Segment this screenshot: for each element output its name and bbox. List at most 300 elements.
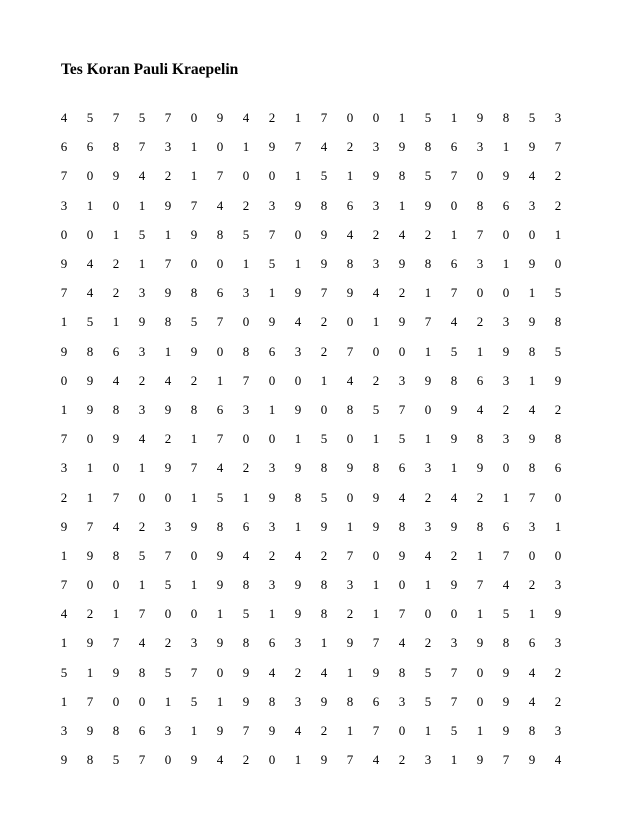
number-cell: 0 — [164, 606, 172, 622]
number-cell: 9 — [398, 139, 406, 155]
number-cell: 9 — [424, 197, 432, 213]
number-cell: 9 — [320, 226, 328, 242]
number-cell: 1 — [60, 635, 68, 651]
number-cell: 8 — [398, 518, 406, 534]
number-cell: 0 — [450, 606, 458, 622]
number-cell: 3 — [294, 635, 302, 651]
number-cell: 1 — [476, 547, 484, 563]
number-cell: 1 — [346, 518, 354, 534]
number-cell: 1 — [372, 606, 380, 622]
number-cell: 2 — [450, 547, 458, 563]
number-cell: 1 — [554, 226, 562, 242]
number-row — [51, 541, 571, 570]
number-cell: 3 — [60, 723, 68, 739]
number-cell: 3 — [502, 431, 510, 447]
number-cell: 0 — [112, 577, 120, 593]
number-cell: 3 — [268, 197, 276, 213]
number-cell: 4 — [216, 752, 224, 768]
number-cell: 2 — [242, 752, 250, 768]
number-cell: 8 — [528, 723, 536, 739]
number-cell: 0 — [60, 226, 68, 242]
number-cell: 0 — [190, 256, 198, 272]
number-cell: 0 — [294, 372, 302, 388]
number-cell: 1 — [190, 723, 198, 739]
number-cell: 1 — [502, 489, 510, 505]
number-cell: 5 — [242, 226, 250, 242]
number-cell: 9 — [112, 168, 120, 184]
number-cell: 6 — [476, 372, 484, 388]
number-cell: 0 — [216, 139, 224, 155]
number-cell: 1 — [190, 431, 198, 447]
number-cell: 7 — [60, 577, 68, 593]
number-cell: 8 — [554, 314, 562, 330]
number-cell: 9 — [268, 489, 276, 505]
number-cell: 1 — [320, 372, 328, 388]
number-cell: 8 — [502, 635, 510, 651]
number-cell: 2 — [138, 372, 146, 388]
number-cell: 4 — [164, 372, 172, 388]
number-cell: 2 — [554, 664, 562, 680]
number-cell: 9 — [502, 168, 510, 184]
number-cell: 0 — [86, 431, 94, 447]
number-cell: 7 — [60, 431, 68, 447]
number-cell: 0 — [216, 256, 224, 272]
number-cell: 9 — [476, 635, 484, 651]
number-cell: 2 — [190, 372, 198, 388]
number-cell: 4 — [450, 489, 458, 505]
number-cell: 8 — [112, 139, 120, 155]
number-cell: 9 — [398, 314, 406, 330]
number-row — [51, 628, 571, 657]
number-cell: 9 — [554, 372, 562, 388]
number-cell: 0 — [398, 577, 406, 593]
number-cell: 0 — [320, 401, 328, 417]
number-row — [51, 482, 571, 511]
number-cell: 9 — [112, 431, 120, 447]
number-cell: 9 — [346, 285, 354, 301]
number-cell: 4 — [242, 110, 250, 126]
number-cell: 2 — [346, 606, 354, 622]
number-cell: 5 — [320, 168, 328, 184]
number-cell: 8 — [528, 343, 536, 359]
number-row — [51, 220, 571, 249]
number-cell: 5 — [320, 489, 328, 505]
number-cell: 4 — [528, 693, 536, 709]
number-cell: 3 — [372, 197, 380, 213]
number-cell: 5 — [424, 168, 432, 184]
number-cell: 0 — [216, 664, 224, 680]
number-cell: 0 — [242, 168, 250, 184]
number-cell: 4 — [60, 110, 68, 126]
number-cell: 8 — [268, 693, 276, 709]
number-cell: 9 — [190, 752, 198, 768]
number-row — [51, 658, 571, 687]
number-cell: 7 — [190, 460, 198, 476]
number-cell: 9 — [164, 197, 172, 213]
number-cell: 2 — [346, 139, 354, 155]
number-row — [51, 570, 571, 599]
number-cell: 3 — [424, 460, 432, 476]
number-cell: 2 — [294, 664, 302, 680]
number-cell: 0 — [268, 168, 276, 184]
number-cell: 4 — [320, 139, 328, 155]
number-cell: 1 — [86, 664, 94, 680]
number-cell: 2 — [242, 197, 250, 213]
number-cell: 0 — [164, 489, 172, 505]
number-cell: 7 — [138, 139, 146, 155]
number-cell: 5 — [190, 693, 198, 709]
number-cell: 6 — [502, 518, 510, 534]
number-cell: 3 — [476, 256, 484, 272]
number-cell: 9 — [60, 343, 68, 359]
number-cell: 9 — [476, 460, 484, 476]
number-cell: 8 — [450, 372, 458, 388]
number-cell: 6 — [450, 139, 458, 155]
number-cell: 8 — [502, 110, 510, 126]
number-cell: 9 — [294, 460, 302, 476]
number-cell: 2 — [398, 752, 406, 768]
number-row — [51, 278, 571, 307]
number-cell: 7 — [242, 372, 250, 388]
number-cell: 5 — [554, 343, 562, 359]
number-cell: 0 — [450, 197, 458, 213]
number-cell: 1 — [60, 693, 68, 709]
number-cell: 3 — [164, 139, 172, 155]
number-cell: 1 — [294, 752, 302, 768]
number-cell: 3 — [528, 518, 536, 534]
number-cell: 1 — [372, 431, 380, 447]
number-cell: 5 — [554, 285, 562, 301]
number-cell: 8 — [346, 256, 354, 272]
number-cell: 9 — [164, 285, 172, 301]
number-cell: 9 — [268, 723, 276, 739]
number-cell: 7 — [112, 110, 120, 126]
number-cell: 7 — [346, 752, 354, 768]
number-cell: 7 — [294, 139, 302, 155]
number-cell: 4 — [320, 664, 328, 680]
number-cell: 1 — [424, 343, 432, 359]
number-cell: 0 — [502, 226, 510, 242]
number-row — [51, 249, 571, 278]
number-cell: 1 — [242, 139, 250, 155]
number-cell: 1 — [216, 693, 224, 709]
number-row — [51, 745, 571, 774]
number-cell: 4 — [398, 489, 406, 505]
number-cell: 3 — [554, 723, 562, 739]
number-cell: 7 — [268, 226, 276, 242]
number-cell: 9 — [320, 256, 328, 272]
number-cell: 4 — [112, 518, 120, 534]
number-cell: 4 — [528, 401, 536, 417]
number-row — [51, 424, 571, 453]
number-cell: 7 — [346, 547, 354, 563]
number-cell: 2 — [554, 401, 562, 417]
number-cell: 9 — [554, 606, 562, 622]
number-cell: 2 — [398, 285, 406, 301]
number-cell: 7 — [86, 693, 94, 709]
number-cell: 2 — [424, 635, 432, 651]
number-cell: 8 — [476, 518, 484, 534]
number-cell: 2 — [112, 256, 120, 272]
number-cell: 7 — [476, 577, 484, 593]
number-cell: 1 — [216, 372, 224, 388]
number-cell: 3 — [242, 401, 250, 417]
number-cell: 9 — [450, 518, 458, 534]
number-cell: 1 — [60, 401, 68, 417]
number-row — [51, 191, 571, 220]
number-cell: 0 — [190, 110, 198, 126]
number-cell: 2 — [320, 547, 328, 563]
number-cell: 1 — [346, 723, 354, 739]
number-cell: 1 — [112, 314, 120, 330]
number-cell: 7 — [60, 168, 68, 184]
number-cell: 0 — [112, 693, 120, 709]
number-cell: 5 — [450, 343, 458, 359]
number-cell: 1 — [294, 431, 302, 447]
number-cell: 7 — [398, 606, 406, 622]
number-cell: 0 — [190, 547, 198, 563]
number-cell: 2 — [554, 197, 562, 213]
number-cell: 9 — [294, 285, 302, 301]
number-cell: 9 — [60, 256, 68, 272]
number-cell: 1 — [86, 197, 94, 213]
number-row — [51, 599, 571, 628]
number-cell: 0 — [60, 372, 68, 388]
number-cell: 5 — [138, 547, 146, 563]
number-cell: 9 — [476, 110, 484, 126]
number-cell: 4 — [398, 226, 406, 242]
number-cell: 4 — [216, 460, 224, 476]
number-cell: 9 — [502, 693, 510, 709]
number-cell: 9 — [60, 752, 68, 768]
number-cell: 9 — [502, 723, 510, 739]
number-cell: 0 — [346, 314, 354, 330]
number-cell: 3 — [372, 256, 380, 272]
number-cell: 5 — [164, 577, 172, 593]
number-cell: 9 — [190, 518, 198, 534]
number-cell: 5 — [450, 723, 458, 739]
number-cell: 9 — [268, 139, 276, 155]
number-cell: 0 — [268, 752, 276, 768]
number-cell: 9 — [372, 664, 380, 680]
number-cell: 8 — [242, 343, 250, 359]
number-cell: 1 — [450, 110, 458, 126]
number-cell: 1 — [398, 110, 406, 126]
number-cell: 1 — [164, 226, 172, 242]
number-cell: 2 — [476, 314, 484, 330]
number-cell: 4 — [528, 168, 536, 184]
number-cell: 1 — [138, 577, 146, 593]
number-cell: 6 — [268, 635, 276, 651]
number-row — [51, 103, 571, 132]
number-cell: 7 — [528, 489, 536, 505]
number-cell: 1 — [528, 606, 536, 622]
number-cell: 7 — [112, 489, 120, 505]
number-cell: 2 — [554, 168, 562, 184]
number-cell: 5 — [424, 664, 432, 680]
number-cell: 1 — [138, 197, 146, 213]
number-cell: 4 — [138, 168, 146, 184]
number-cell: 7 — [502, 752, 510, 768]
number-cell: 8 — [86, 343, 94, 359]
number-cell: 5 — [138, 226, 146, 242]
number-cell: 8 — [398, 168, 406, 184]
number-cell: 9 — [320, 752, 328, 768]
number-grid — [51, 103, 571, 774]
number-cell: 2 — [112, 285, 120, 301]
number-cell: 8 — [112, 547, 120, 563]
number-cell: 7 — [242, 723, 250, 739]
number-cell: 1 — [450, 752, 458, 768]
number-cell: 6 — [372, 693, 380, 709]
number-cell: 2 — [424, 226, 432, 242]
number-cell: 1 — [190, 168, 198, 184]
number-cell: 9 — [320, 693, 328, 709]
number-cell: 1 — [268, 285, 276, 301]
number-cell: 8 — [86, 752, 94, 768]
number-cell: 0 — [476, 664, 484, 680]
number-cell: 8 — [320, 197, 328, 213]
number-cell: 4 — [242, 547, 250, 563]
number-cell: 7 — [190, 664, 198, 680]
number-cell: 1 — [554, 518, 562, 534]
number-cell: 1 — [216, 606, 224, 622]
number-cell: 8 — [164, 314, 172, 330]
number-cell: 4 — [138, 635, 146, 651]
number-cell: 9 — [216, 723, 224, 739]
number-cell: 2 — [554, 693, 562, 709]
number-cell: 1 — [424, 577, 432, 593]
number-cell: 7 — [190, 197, 198, 213]
number-cell: 4 — [372, 285, 380, 301]
number-cell: 7 — [372, 723, 380, 739]
number-cell: 4 — [294, 547, 302, 563]
number-cell: 6 — [502, 197, 510, 213]
number-cell: 2 — [242, 460, 250, 476]
number-cell: 1 — [320, 635, 328, 651]
number-cell: 0 — [502, 460, 510, 476]
number-cell: 0 — [138, 693, 146, 709]
number-cell: 1 — [294, 168, 302, 184]
number-cell: 0 — [398, 343, 406, 359]
number-cell: 1 — [294, 110, 302, 126]
number-cell: 8 — [216, 518, 224, 534]
number-cell: 3 — [190, 635, 198, 651]
number-cell: 7 — [320, 110, 328, 126]
number-cell: 1 — [372, 577, 380, 593]
number-cell: 1 — [190, 489, 198, 505]
number-cell: 8 — [112, 401, 120, 417]
number-cell: 5 — [86, 314, 94, 330]
number-cell: 7 — [86, 518, 94, 534]
number-cell: 9 — [528, 431, 536, 447]
number-cell: 7 — [554, 139, 562, 155]
number-cell: 4 — [450, 314, 458, 330]
number-cell: 8 — [190, 401, 198, 417]
number-cell: 5 — [398, 431, 406, 447]
number-cell: 8 — [320, 460, 328, 476]
page-title: Tes Koran Pauli Kraepelin — [61, 61, 239, 78]
number-cell: 0 — [112, 460, 120, 476]
number-cell: 4 — [294, 314, 302, 330]
number-cell: 9 — [346, 635, 354, 651]
number-cell: 1 — [528, 372, 536, 388]
number-cell: 3 — [346, 577, 354, 593]
number-row — [51, 395, 571, 424]
number-cell: 9 — [372, 518, 380, 534]
number-cell: 0 — [476, 285, 484, 301]
number-cell: 4 — [294, 723, 302, 739]
number-row — [51, 453, 571, 482]
number-cell: 9 — [450, 401, 458, 417]
number-cell: 9 — [216, 110, 224, 126]
number-cell: 1 — [112, 606, 120, 622]
number-cell: 1 — [502, 256, 510, 272]
number-cell: 3 — [398, 372, 406, 388]
number-cell: 5 — [242, 606, 250, 622]
number-cell: 8 — [190, 285, 198, 301]
number-cell: 9 — [86, 372, 94, 388]
number-cell: 1 — [138, 460, 146, 476]
number-cell: 9 — [502, 343, 510, 359]
number-cell: 0 — [476, 168, 484, 184]
number-cell: 1 — [476, 343, 484, 359]
number-cell: 6 — [86, 139, 94, 155]
number-cell: 3 — [502, 314, 510, 330]
number-cell: 5 — [112, 752, 120, 768]
number-cell: 7 — [424, 314, 432, 330]
number-cell: 2 — [164, 431, 172, 447]
number-cell: 4 — [86, 285, 94, 301]
number-cell: 0 — [86, 168, 94, 184]
number-cell: 4 — [476, 401, 484, 417]
number-cell: 5 — [502, 606, 510, 622]
number-cell: 0 — [346, 110, 354, 126]
number-cell: 4 — [138, 431, 146, 447]
number-cell: 5 — [424, 693, 432, 709]
number-cell: 9 — [138, 314, 146, 330]
number-cell: 2 — [424, 489, 432, 505]
number-cell: 0 — [372, 110, 380, 126]
number-cell: 7 — [164, 547, 172, 563]
number-cell: 5 — [138, 110, 146, 126]
number-cell: 0 — [86, 577, 94, 593]
number-cell: 3 — [294, 343, 302, 359]
number-cell: 0 — [164, 752, 172, 768]
number-cell: 3 — [450, 635, 458, 651]
number-cell: 0 — [372, 343, 380, 359]
number-cell: 9 — [372, 489, 380, 505]
number-cell: 8 — [320, 577, 328, 593]
number-cell: 1 — [398, 197, 406, 213]
number-cell: 0 — [528, 226, 536, 242]
number-cell: 3 — [268, 518, 276, 534]
number-cell: 0 — [424, 401, 432, 417]
number-cell: 3 — [294, 693, 302, 709]
number-cell: 9 — [190, 343, 198, 359]
number-cell: 0 — [424, 606, 432, 622]
number-cell: 7 — [502, 547, 510, 563]
number-cell: 1 — [476, 723, 484, 739]
number-cell: 0 — [528, 547, 536, 563]
number-cell: 8 — [242, 577, 250, 593]
number-cell: 0 — [502, 285, 510, 301]
number-cell: 5 — [372, 401, 380, 417]
number-cell: 2 — [164, 635, 172, 651]
number-cell: 7 — [164, 110, 172, 126]
number-cell: 1 — [294, 256, 302, 272]
number-cell: 8 — [424, 256, 432, 272]
